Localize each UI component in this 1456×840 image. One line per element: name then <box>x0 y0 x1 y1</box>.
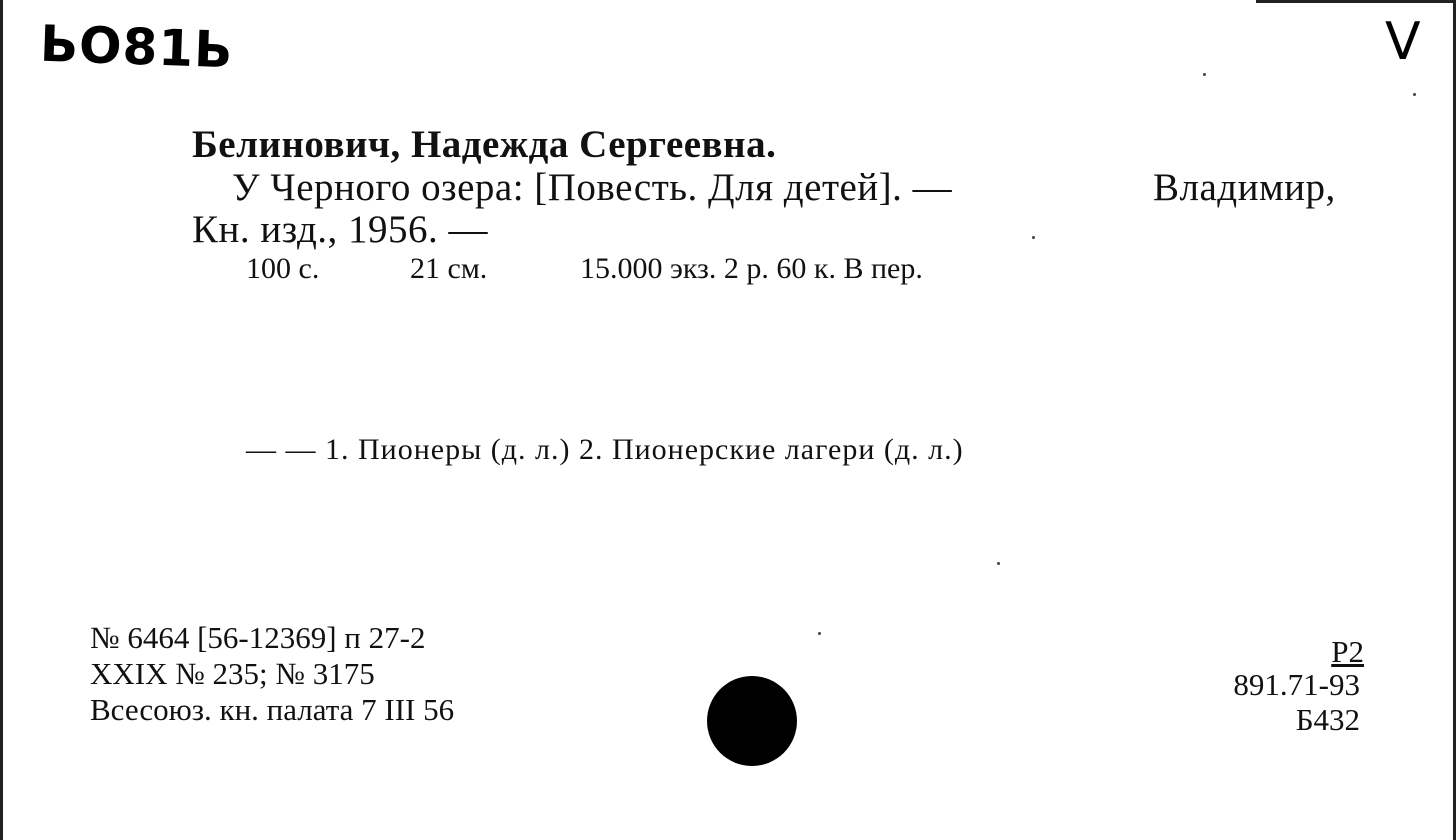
subject-headings: — — 1. Пионеры (д. л.) 2. Пионерские лагери (д. л.) <box>246 433 964 466</box>
title-statement: У Черного озера: [Повесть. Для детей]. — <box>232 166 953 209</box>
paper-speck <box>1032 236 1035 239</box>
paper-speck <box>818 632 821 635</box>
shelfmark-number: 891.71-93 <box>1233 667 1360 702</box>
handwritten-code: ЬО81Ь <box>39 14 235 80</box>
publisher-year: Кн. изд., 1956. — <box>192 208 489 251</box>
paper-speck <box>1203 73 1206 76</box>
shelfmark-class: Р2 <box>1331 634 1364 669</box>
card-left-edge <box>0 0 3 840</box>
author-heading: Белинович, Надежда Сергеевна. <box>192 123 777 166</box>
publication-place: Владимир, <box>1153 166 1336 209</box>
collation-pages: 100 с. <box>246 252 320 285</box>
handwritten-checkmark: V <box>1385 12 1422 72</box>
registration-reference: XXIX № 235; № 3175 <box>90 656 375 691</box>
paper-speck <box>1413 93 1416 96</box>
collation-size: 21 см. <box>410 252 488 285</box>
registration-number: № 6464 [56-12369] п 27-2 <box>90 620 426 655</box>
card-top-edge <box>1256 0 1456 3</box>
punch-hole <box>707 676 797 766</box>
paper-speck <box>997 562 1000 565</box>
shelfmark-author-mark: Б432 <box>1295 702 1360 737</box>
registration-chamber: Всесоюз. кн. палата 7 III 56 <box>90 692 455 727</box>
collation-edition-price: 15.000 экз. 2 р. 60 к. В пер. <box>580 252 923 285</box>
